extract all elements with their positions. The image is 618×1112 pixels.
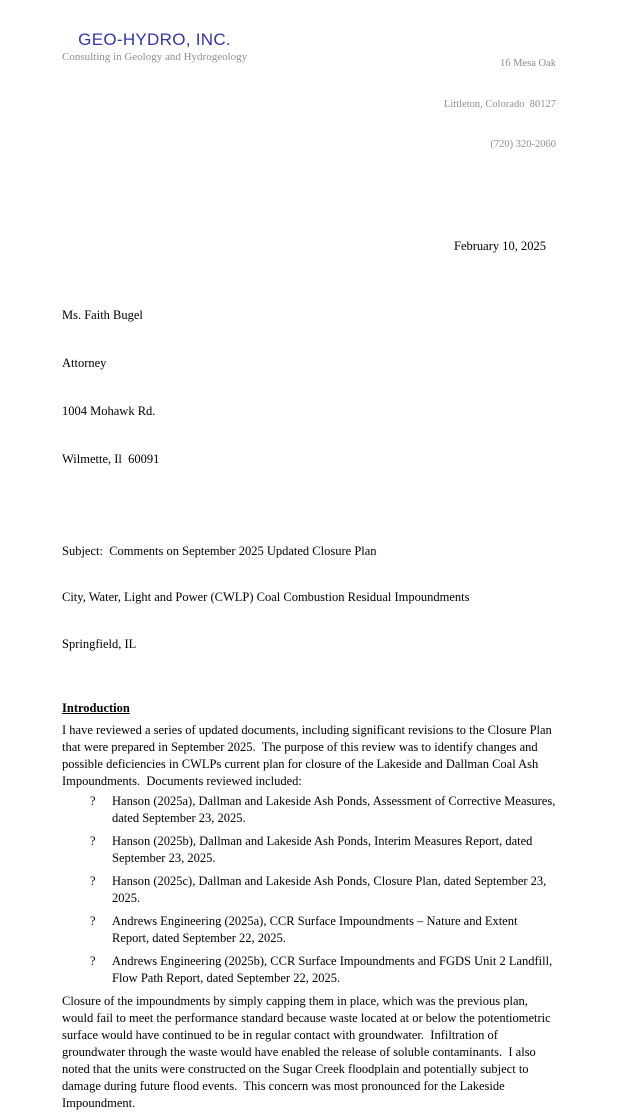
list-item <box>90 913 556 947</box>
subject-block <box>62 513 556 684</box>
recipient-street: 1004 Mohawk Rd. <box>62 403 156 418</box>
company-address <box>444 30 556 179</box>
address-line: (720) 320-2060 <box>490 139 556 150</box>
company-tagline: Consulting in Geology and Hydrogeology <box>62 51 248 63</box>
bullet-icon: ? <box>90 954 96 968</box>
subject-line: City, Water, Light and Power (CWLP) Coal Combustion Residual Impoundments <box>62 590 470 604</box>
subject-line: Springfield, IL <box>62 636 137 651</box>
list-item-text: Hanson (2025b), Dallman and Lakeside Ash Ponds, Interim Measures Report, dated September 23, 2025. <box>112 834 536 865</box>
recipient-title: Attorney <box>62 355 107 370</box>
company-brand <box>62 30 247 63</box>
intro-paragraph: I have reviewed a series of updated documents, including significant revisions to the Closure Plan that were prepared in September 2025. The purpose of this review was to identify changes and possible deficiencies in CWLPs current plan for closure of the Lakeside and Dallman Coal Ash Impoundments. Documents reviewed included: <box>62 723 555 788</box>
list-item-text: Andrews Engineering (2025b), CCR Surface Impoundments and FGDS Unit 2 Landfill, Flow Path Report, dated September 22, 2025. <box>112 954 556 985</box>
list-item <box>90 793 559 827</box>
list-item-text: Hanson (2025c), Dallman and Lakeside Ash Ponds, Closure Plan, dated September 23, 2025. <box>112 874 550 905</box>
address-line: Littleton, Colorado 80127 <box>444 98 556 110</box>
list-item <box>90 953 556 987</box>
subject-line: Subject: Comments on September 2025 Updated Closure Plan <box>62 543 377 558</box>
bullet-icon: ? <box>90 874 96 888</box>
list-item-text: Andrews Engineering (2025a), CCR Surface Impoundments – Nature and Extent Report, dated September 22, 2025. <box>112 914 521 945</box>
letter-date: February 10, 2025 <box>454 238 546 253</box>
bullet-icon: ? <box>90 794 96 808</box>
letterhead <box>62 30 556 179</box>
list-item <box>90 873 556 907</box>
recipient-city: Wilmette, Il 60091 <box>62 451 160 466</box>
list-item-text: Hanson (2025a), Dallman and Lakeside Ash Ponds, Assessment of Corrective Measures, dated September 23, 2025. <box>112 794 559 825</box>
address-line: 16 Mesa Oak <box>500 58 556 69</box>
bullet-icon: ? <box>90 834 96 848</box>
recipient-name: Ms. Faith Bugel <box>62 307 143 322</box>
section-heading-introduction: Introduction <box>62 701 130 715</box>
recipient-block <box>62 275 556 499</box>
closing-paragraph: Closure of the impoundments by simply capping them in place, which was the previous plan, would fail to meet the performance standard because waste located at or below the potentiometric surface would have continued to be in regular contact with groundwater. Infiltration of groundwater through the waste would have enabled the release of soluble contaminants. I also noted that the units were constructed on the Sugar Creek floodplain and potentially subject to damage during future flood events. This concern was most pronounced for the Lakeside Impoundment. <box>62 994 554 1110</box>
documents-reviewed-list <box>62 793 559 987</box>
bullet-icon: ? <box>90 914 96 928</box>
list-item <box>90 833 556 867</box>
company-name: GEO-HYDRO, INC. <box>78 30 231 49</box>
